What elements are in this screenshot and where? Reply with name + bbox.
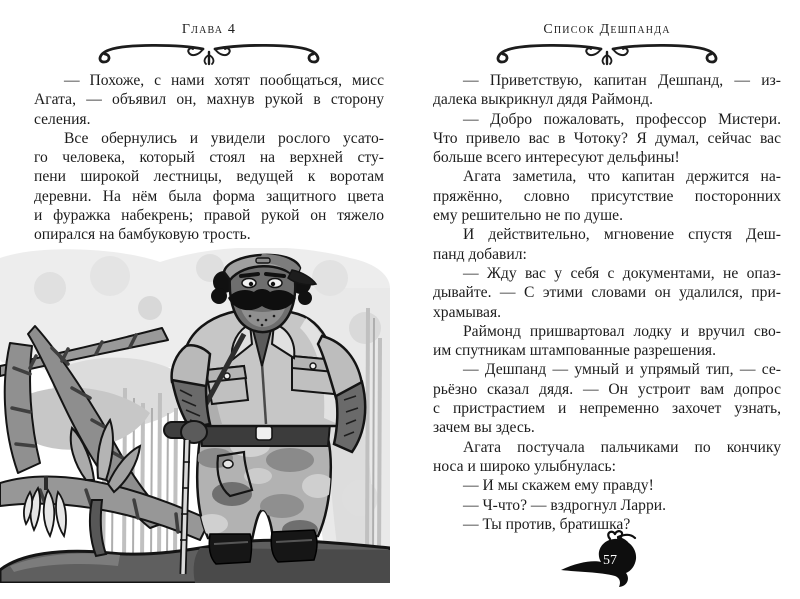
text-line: зачем вы здесь.: [433, 419, 535, 437]
text-line: — Похоже, с нами хотят пообщаться, мисс: [64, 72, 384, 89]
text-line: пени широкой лестницы, ведущей к воротам: [34, 168, 384, 186]
text-line: Что привело вас в Чотоку? Я думал, сейчас вас: [433, 129, 781, 147]
text-line: — Приветствую, капитан Дешпанд, — из-: [463, 72, 781, 89]
text-line: Агата, — объявил он, махнув рукой в сторону: [34, 91, 384, 109]
text-line: панд добавил:: [433, 245, 527, 263]
text-line: далека выкрикнул дядя Раймонд.: [433, 91, 654, 109]
text-line: рьёзно сказал дядя. — Он устроит вам допрос: [433, 380, 781, 398]
text-line: Агата постучала пальчиками по кончику: [463, 438, 781, 456]
text-line: больше всего интересуют дельфины!: [433, 149, 680, 167]
text-line: И действительно, мгновение спустя Деш-: [463, 226, 781, 244]
flourish-divider-icon: [91, 42, 327, 66]
text-line: Все обернулись и увидели рослого усато-: [64, 129, 384, 147]
text-line: — Дешпанд — умный и упрямый тип, — се-: [463, 361, 781, 379]
right-page: [400, 0, 800, 599]
text-line: дывайте. — С этими словами он удалился, при-: [433, 284, 781, 302]
text-line: — Ты против, братишка?: [463, 515, 631, 533]
chapter-header: Список Дешпанда: [543, 22, 671, 37]
text-line: Агата заметила, что капитан держится на-: [463, 168, 781, 186]
text-line: и фуражка набекрень; правой рукой он тяжело: [34, 207, 384, 225]
ranger-illustration: [0, 248, 390, 583]
page-number-marker: [558, 529, 650, 593]
text-line: — Ч-что? — вздрогнул Ларри.: [463, 496, 667, 514]
text-line: опирался на бамбуковую трость.: [34, 226, 251, 244]
text-line: селения.: [34, 110, 91, 128]
flourish-divider-icon: [489, 42, 725, 66]
text-line: ему решительно не по душе.: [433, 207, 623, 225]
left-text-column: [34, 71, 384, 245]
text-line: — И мы скажем ему правду!: [463, 477, 654, 495]
text-line: храмывая.: [433, 303, 502, 321]
text-line: — Добро пожаловать, профессор Мистери.: [463, 110, 781, 128]
page-number: 57: [603, 553, 617, 568]
text-line: деревни. На нём была форма защитного цвета: [34, 187, 384, 205]
text-line: — Жду вас у себя с документами, не опаз-: [463, 264, 781, 282]
right-text-column: [433, 71, 781, 534]
text-line: носа и широко улыбнулась:: [433, 457, 616, 475]
text-line: с пристрастием и непременно захочет узнать,: [433, 400, 781, 418]
text-line: пряжённо, словно присутствие посторонних: [433, 187, 781, 205]
text-line: го человека, который стоял на верхней сту-: [34, 149, 384, 167]
chapter-header: Глава 4: [181, 22, 237, 37]
text-line: Раймонд пришвартовал лодку и вручил сво-: [463, 322, 781, 340]
detective-hat-icon: [558, 529, 650, 593]
text-line: им спутникам штампованные разрешения.: [433, 342, 717, 360]
